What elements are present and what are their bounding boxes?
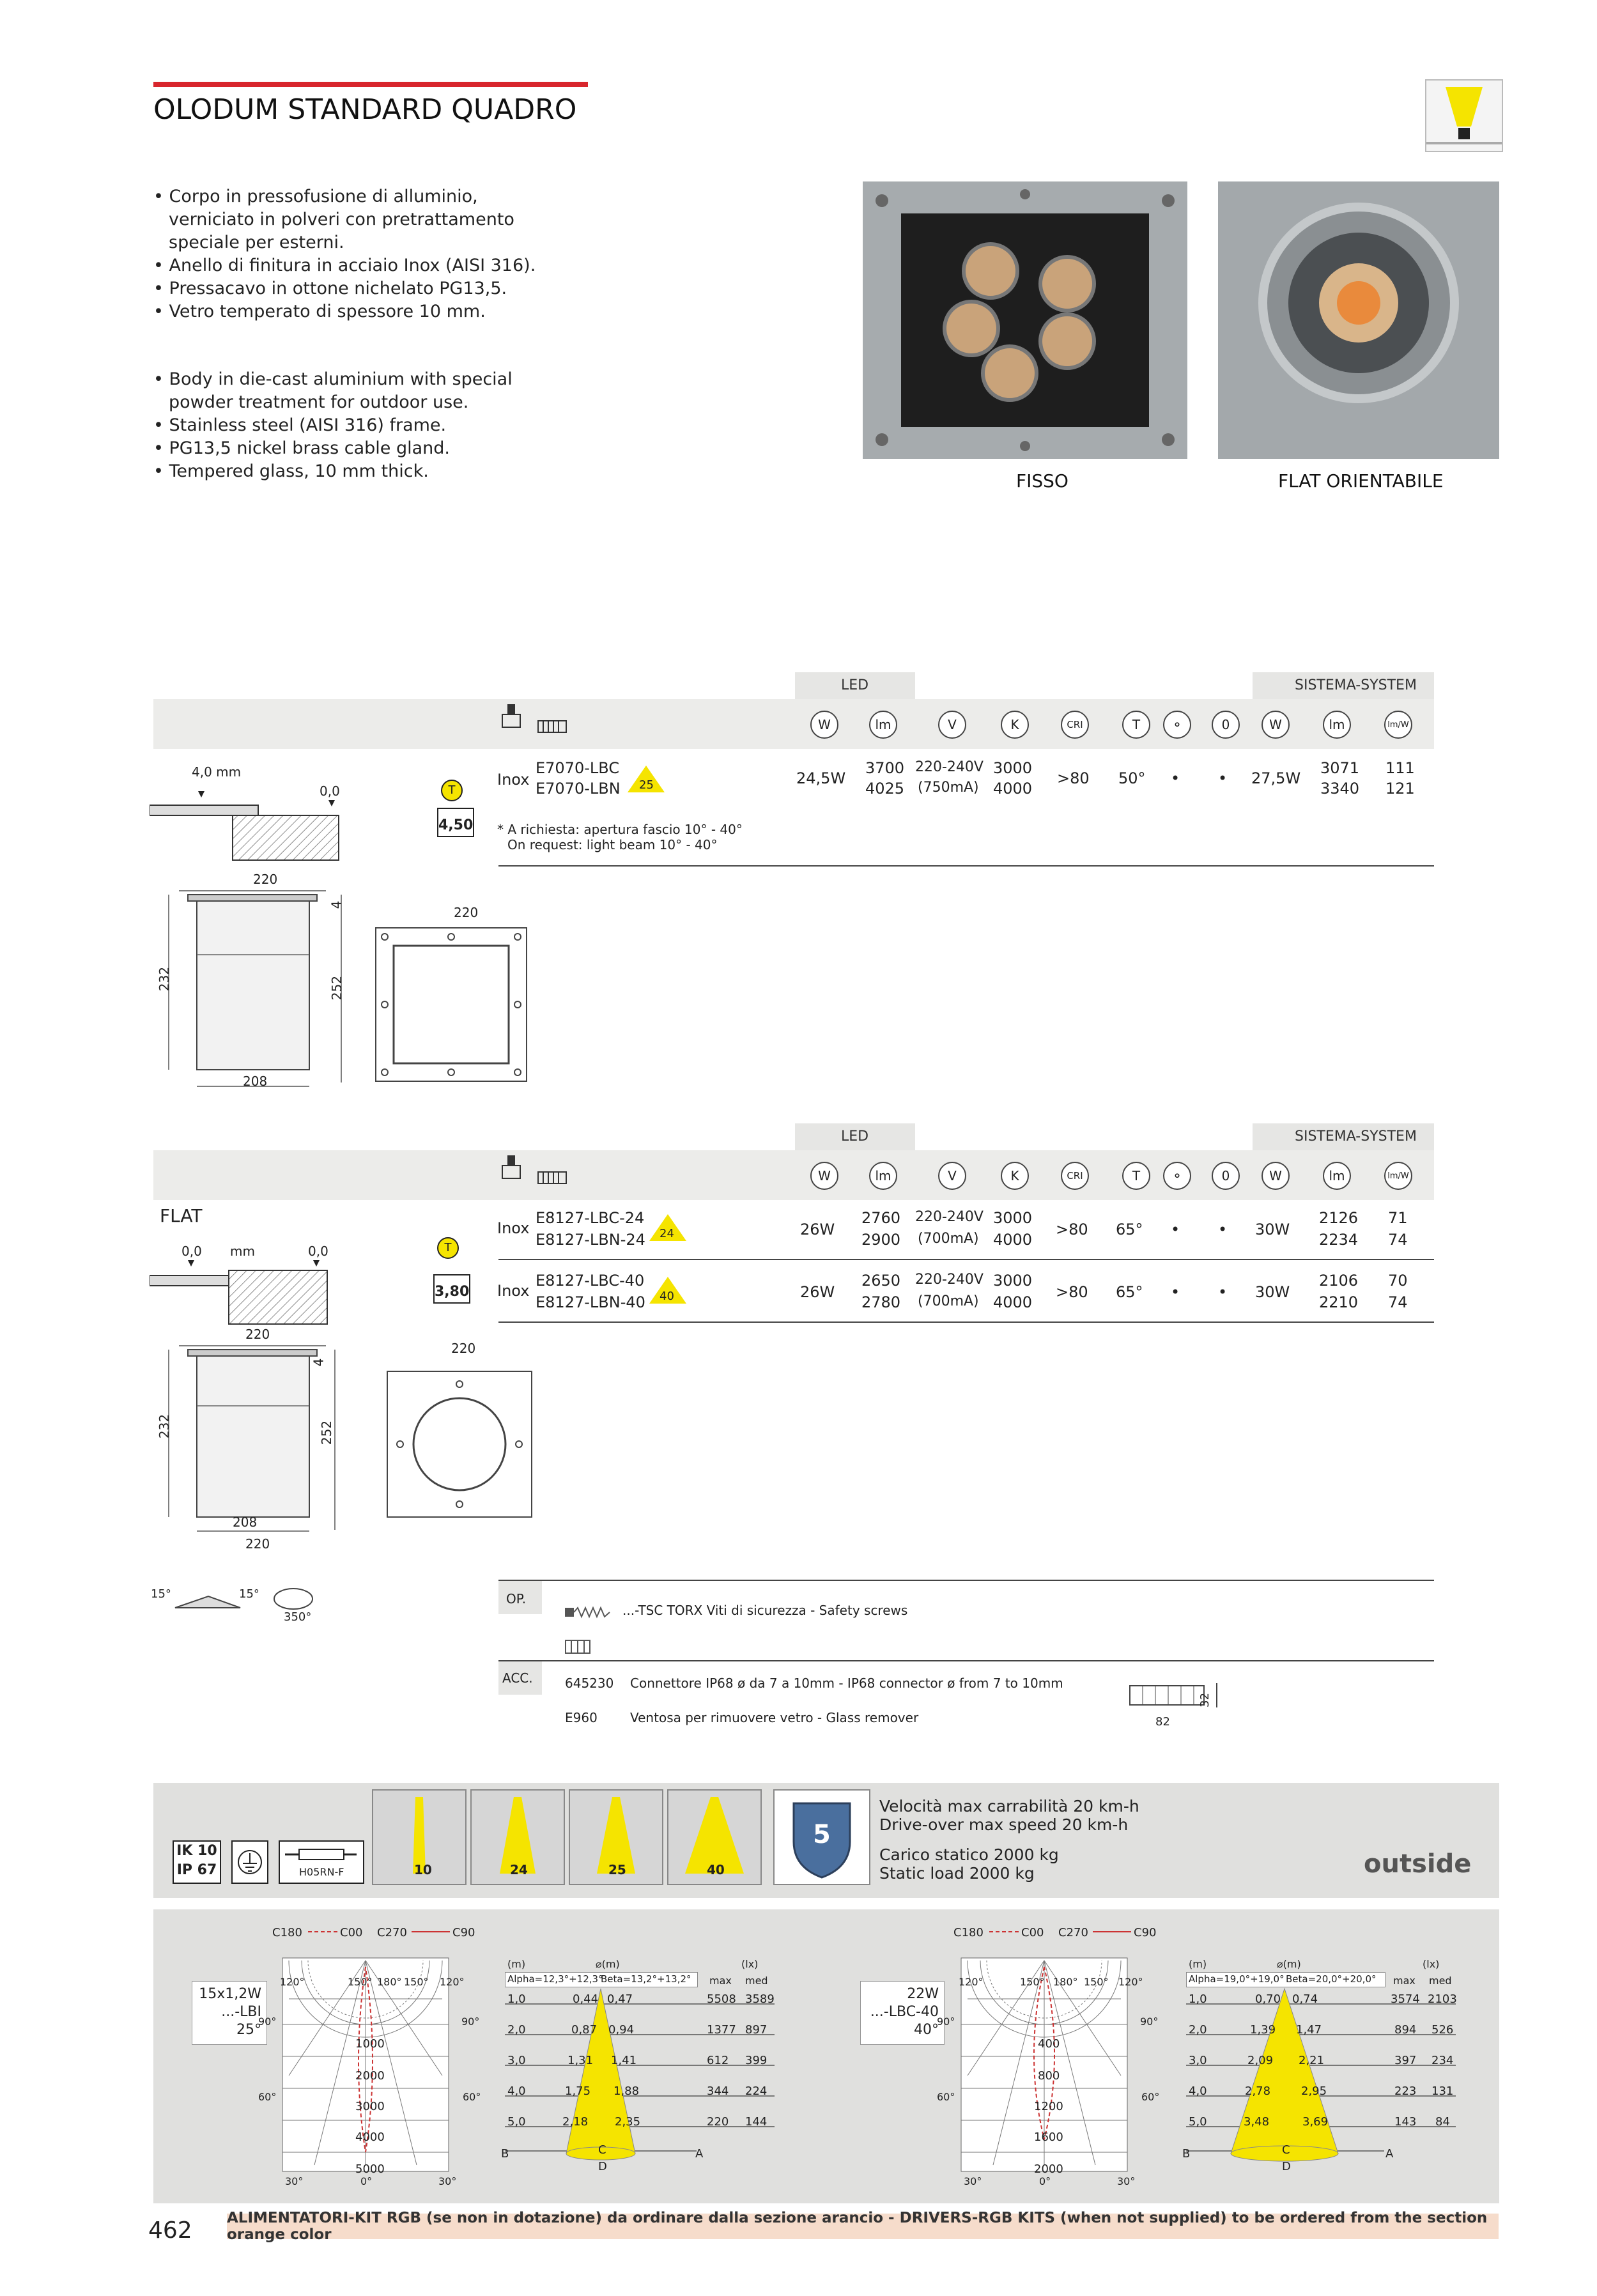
- system-lumen-icon: lm: [1323, 711, 1351, 739]
- photo-flat-orientabile: [1218, 181, 1499, 459]
- legend-solid: [412, 1931, 450, 1932]
- cone-b: 0,47: [607, 1992, 633, 2006]
- feature-line: verniciato in polveri con pretrattamento: [169, 210, 514, 229]
- features-italian: [153, 185, 536, 323]
- caption-fisso: FISSO: [1016, 470, 1069, 491]
- voltage: 220-240V: [915, 1272, 984, 1288]
- remote-dot: •: [1218, 1221, 1228, 1238]
- beam-angle-badge: 40: [648, 1275, 688, 1307]
- beam-angle-badge: 25: [626, 764, 666, 796]
- dim-front: 220: [451, 1341, 476, 1356]
- polar-angle: 120°: [1118, 1976, 1143, 1988]
- beam-tile-40: 40: [667, 1789, 762, 1885]
- system-efficacy: 71: [1388, 1209, 1408, 1227]
- cone-m: 1,0: [507, 1992, 526, 2006]
- kelvin-icon: K: [1001, 711, 1029, 739]
- current: (700mA): [918, 1293, 979, 1309]
- cone-a: 0,44: [573, 1992, 599, 2006]
- system-efficacy: 70: [1388, 1272, 1408, 1290]
- watt-icon: W: [810, 1162, 838, 1190]
- dim-top: 220: [245, 1327, 270, 1342]
- cone-letter: A: [695, 2147, 704, 2161]
- watt-icon: W: [810, 711, 838, 739]
- system-lumen-icon: lm: [1323, 1162, 1351, 1190]
- cone-letter: B: [1182, 2147, 1191, 2161]
- system-header: SISTEMA-SYSTEM: [1295, 1129, 1417, 1144]
- lumen-icon: lm: [869, 711, 897, 739]
- kelvin: 4000: [993, 780, 1033, 797]
- system-lumen: 2234: [1319, 1231, 1359, 1249]
- led-header: LED: [841, 677, 869, 693]
- polar-angle: 150°: [348, 1976, 373, 1988]
- system-efficacy: 74: [1388, 1293, 1408, 1311]
- screw-icon: [565, 1605, 612, 1622]
- polar-angle: 90°: [461, 2015, 480, 2028]
- dim-front: 220: [454, 905, 479, 920]
- cone-m: 1,0: [1189, 1992, 1207, 2006]
- dim-edge: 4: [311, 1358, 327, 1367]
- cri-icon: CRI: [1061, 1162, 1089, 1190]
- weight-badge: 4,50: [437, 808, 474, 837]
- feature-line: • Corpo in pressofusione di alluminio,: [153, 187, 478, 206]
- brand-logo: outside: [1364, 1849, 1472, 1879]
- polar-angle: 60°: [1141, 2091, 1160, 2103]
- led-header: LED: [841, 1129, 869, 1144]
- remote-dot: •: [1218, 769, 1228, 787]
- dim-bottom: 208: [243, 1074, 268, 1089]
- temperature-icon: T: [1122, 1162, 1150, 1190]
- polar-ring: 4000: [355, 2130, 385, 2144]
- feature-line: powder treatment for outdoor use.: [169, 392, 469, 412]
- dim-height: 232: [157, 1414, 173, 1439]
- cone-b: 3,69: [1302, 2115, 1329, 2129]
- ik-ip-badge: IK 10 IP 67: [173, 1840, 221, 1884]
- cri-value: >80: [1057, 769, 1090, 787]
- beam-tile-25: 25: [569, 1789, 663, 1885]
- dim-height: 232: [157, 966, 173, 992]
- cone-max: 612: [707, 2054, 729, 2067]
- cri-value: >80: [1056, 1221, 1088, 1238]
- cone-m: 4,0: [1189, 2084, 1207, 2098]
- polar-angle: 120°: [280, 1976, 305, 1988]
- kelvin: 3000: [993, 1272, 1033, 1290]
- polar-ring: 2000: [1034, 2162, 1063, 2176]
- cone-med: 224: [745, 2084, 768, 2098]
- feature-line: • Anello di finitura in acciaio Inox (AISI 316).: [153, 256, 536, 275]
- beam-tile-10: 10: [372, 1789, 467, 1885]
- cone-med: 897: [745, 2023, 768, 2037]
- system-efficacy: 74: [1388, 1231, 1408, 1249]
- depth-unit: mm: [230, 1244, 255, 1259]
- caption-flat-orientabile: FLAT ORIENTABILE: [1278, 470, 1444, 491]
- op-text: ...-TSC TORX Viti di sicurezza - Safety screws: [622, 1603, 908, 1618]
- title-accent-bar: [153, 82, 588, 87]
- system-watt: 27,5W: [1251, 769, 1301, 787]
- feature-line: • Body in die-cast aluminium with special: [153, 369, 513, 389]
- polar-ring: 400: [1038, 2037, 1060, 2051]
- dimmable-icon: ⚬: [1163, 1162, 1191, 1190]
- cone-m: 3,0: [507, 2054, 526, 2067]
- system-lumen: 3340: [1320, 780, 1360, 797]
- op-label: OP.: [506, 1591, 527, 1606]
- polar-angle: 150°: [1020, 1976, 1045, 1988]
- feature-line: • PG13,5 nickel brass cable gland.: [153, 438, 450, 458]
- polar-ring: 1600: [1034, 2130, 1063, 2144]
- cone-a: 0,87: [571, 2023, 598, 2037]
- dim-bottom: 208: [233, 1514, 258, 1530]
- product-code: E8127-LBN-24: [536, 1231, 645, 1249]
- drive-over-text: Velocità max carrabilità 20 km-h Drive-over max speed 20 km-h Carico statico 2000 kg Static load 2000 kg: [879, 1797, 1139, 1883]
- legend-c00: C00: [340, 1926, 363, 1939]
- fisso-front-drawing: [374, 927, 528, 1085]
- cone-a: 2,78: [1245, 2084, 1271, 2098]
- cone-med: 3589: [745, 1992, 775, 2006]
- row-divider: [498, 1259, 1434, 1260]
- kelvin: 4000: [993, 1293, 1033, 1311]
- polar-ring: 2000: [355, 2069, 385, 2083]
- material: Inox: [497, 771, 530, 789]
- rotation-value: 350°: [284, 1610, 312, 1624]
- product-code: E8127-LBN-40: [536, 1293, 645, 1311]
- led-watt: 26W: [800, 1221, 835, 1238]
- cone-max: 344: [707, 2084, 729, 2098]
- polar-angle: 30°: [964, 2175, 982, 2187]
- temperature-value: 50°: [1118, 769, 1146, 787]
- legend-c00: C00: [1021, 1926, 1044, 1939]
- voltage-icon: V: [938, 711, 966, 739]
- depth-left: 0,0: [181, 1244, 202, 1259]
- cone-max: 5508: [707, 1992, 736, 2006]
- note-line: On request: light beam 10° - 40°: [507, 837, 718, 852]
- led-lumen: 4025: [865, 780, 905, 797]
- connector-height: 32: [1198, 1693, 1212, 1707]
- polar-angle: 120°: [440, 1976, 465, 1988]
- cone-b: 1,41: [611, 2054, 637, 2067]
- product-code: E8127-LBC-40: [536, 1272, 645, 1290]
- cone-a: 2,18: [562, 2115, 589, 2129]
- depth-right: 0,0: [320, 783, 340, 799]
- cone-a: 1,31: [567, 2054, 594, 2067]
- depth-right: 0,0: [308, 1244, 328, 1259]
- system-efficacy: 111: [1385, 759, 1415, 777]
- kelvin-icon: K: [1001, 1162, 1029, 1190]
- polar-ring: 800: [1038, 2069, 1060, 2083]
- cone-m: 2,0: [507, 2023, 526, 2037]
- installation-depth-drawing: [150, 786, 360, 865]
- installation-depth-drawing: [150, 1259, 360, 1332]
- system-efficacy-icon: lm/W: [1384, 711, 1412, 739]
- system-header: SISTEMA-SYSTEM: [1295, 677, 1417, 693]
- spec-header-band: [153, 1150, 1434, 1200]
- weight-badge: 3,80: [433, 1274, 470, 1304]
- polar-angle: 30°: [1117, 2175, 1136, 2187]
- legend-dash: [989, 1931, 1019, 1932]
- cone-max: 143: [1394, 2115, 1417, 2129]
- mounting-icons: [498, 1152, 569, 1192]
- cone-a: 1,75: [565, 2084, 591, 2098]
- acc-code: E960: [565, 1710, 598, 1725]
- dim-height2: 252: [329, 975, 345, 1001]
- system-watt: 30W: [1255, 1283, 1290, 1301]
- legend-c180: C180: [953, 1926, 984, 1939]
- temperature-icon: T: [1122, 711, 1150, 739]
- remote-dot: •: [1218, 1283, 1228, 1301]
- led-lumen: 2650: [861, 1272, 901, 1290]
- polar-angle: 150°: [1084, 1976, 1109, 1988]
- page-number: 462: [148, 2217, 192, 2244]
- system-lumen: 3071: [1320, 759, 1360, 777]
- acc-code: 645230: [565, 1676, 614, 1691]
- polar-angle: 0°: [360, 2175, 373, 2187]
- cone-b: 1,88: [613, 2084, 640, 2098]
- led-watt: 24,5W: [796, 769, 846, 787]
- cone-letter: D: [598, 2160, 607, 2173]
- photometry-label: 15x1,2W ...-LBI 25°: [192, 1981, 267, 2045]
- temperature-badge: T: [437, 1237, 459, 1259]
- system-lumen: 2106: [1319, 1272, 1359, 1290]
- options-divider: [498, 1580, 1434, 1581]
- photometry-label: 22W ...-LBC-40 40°: [860, 1981, 945, 2045]
- cri-icon: CRI: [1061, 711, 1089, 739]
- feature-line: • Pressacavo in ottone nichelato PG13,5.: [153, 279, 507, 298]
- voltage: 220-240V: [915, 759, 984, 775]
- cone-max: 223: [1394, 2084, 1417, 2098]
- features-english: [153, 368, 513, 483]
- temperature-value: 65°: [1116, 1221, 1143, 1238]
- photometry-panel: [835, 1909, 1499, 2203]
- cone-b: 2,21: [1299, 2054, 1325, 2067]
- legend-c270: C270: [1058, 1926, 1088, 1939]
- cable-icon: H05RN-F: [279, 1840, 364, 1884]
- acc-text: Ventosa per rimuovere vetro - Glass remover: [630, 1710, 919, 1725]
- system-watt-icon: W: [1261, 1162, 1290, 1190]
- cone-table: (m) ⌀(m) (lx) Alpha=12,3°+12,3° Beta=13,2°+13,2° max med 1,0 0,44 0,47 5508 3589 2,0 0,87 0,94 1377 897 3,0 1,31 1,41 612 399 4,0 1,75 1,88 344 224 5,0 2,18 2,35 220 144 B C A D: [501, 1958, 775, 2173]
- tilt-icon: [173, 1591, 243, 1613]
- legend-c90: C90: [452, 1926, 475, 1939]
- cone-m: 2,0: [1189, 2023, 1207, 2037]
- cone-med: 234: [1431, 2054, 1454, 2067]
- feature-line: • Stainless steel (AISI 316) frame.: [153, 415, 447, 435]
- dimmable-dot: •: [1171, 1283, 1180, 1301]
- system-efficacy: 121: [1385, 780, 1415, 797]
- legend-dash: [308, 1931, 337, 1932]
- warranty-shield-icon: 5: [773, 1789, 870, 1885]
- current: (700mA): [918, 1231, 979, 1247]
- cone-med: 84: [1435, 2115, 1450, 2129]
- system-efficacy-icon: lm/W: [1384, 1162, 1412, 1190]
- dim-bottom2: 220: [245, 1536, 270, 1552]
- polar-angle: 0°: [1039, 2175, 1051, 2187]
- feature-line: • Vetro temperato di spessore 10 mm.: [153, 302, 486, 321]
- cone-a: 3,48: [1244, 2115, 1270, 2129]
- polar-angle: 30°: [438, 2175, 457, 2187]
- system-lumen: 2126: [1319, 1209, 1359, 1227]
- cone-b: 1,47: [1296, 2023, 1322, 2037]
- legend-c270: C270: [377, 1926, 407, 1939]
- cone-m: 5,0: [507, 2115, 526, 2129]
- product-code: E8127-LBC-24: [536, 1209, 645, 1227]
- polar-angle: 90°: [1140, 2015, 1159, 2028]
- photometry-panel: [153, 1909, 826, 2203]
- page-title: OLODUM STANDARD QUADRO: [153, 93, 577, 126]
- lamp-category-icon: [1425, 79, 1503, 152]
- legend-c180: C180: [272, 1926, 302, 1939]
- system-watt: 30W: [1255, 1221, 1290, 1238]
- cone-med: 131: [1431, 2084, 1454, 2098]
- feature-line: • Tempered glass, 10 mm thick.: [153, 461, 429, 481]
- row-divider: [498, 865, 1434, 867]
- led-lumen: 2760: [861, 1209, 901, 1227]
- note-line: * A richiesta: apertura fascio 10° - 40°: [497, 822, 743, 837]
- led-lumen: 2900: [861, 1231, 901, 1249]
- cone-letter: C: [1282, 2143, 1290, 2157]
- row-divider: [498, 1321, 1434, 1323]
- cone-letter: D: [1282, 2160, 1291, 2173]
- polar-angle: 120°: [959, 1976, 984, 1988]
- lumen-icon: lm: [869, 1162, 897, 1190]
- polar-angle: 60°: [258, 2091, 277, 2103]
- beam-tile-24: 24: [470, 1789, 565, 1885]
- voltage: 220-240V: [915, 1209, 984, 1225]
- tilt-right: 15°: [239, 1587, 259, 1601]
- cone-b: 2,35: [615, 2115, 641, 2129]
- tilt-left: 15°: [151, 1587, 171, 1601]
- barrier-icon: [565, 1640, 590, 1656]
- kelvin: 3000: [993, 759, 1033, 777]
- flat-front-drawing: [386, 1370, 533, 1521]
- legend-c90: C90: [1134, 1926, 1157, 1939]
- cone-letter: B: [501, 2147, 509, 2161]
- cone-med: 2103: [1428, 1992, 1457, 2006]
- acc-text: Connettore IP68 ø da 7 a 10mm - IP68 connector ø from 7 to 10mm: [630, 1676, 1063, 1691]
- kelvin: 4000: [993, 1231, 1033, 1249]
- spec-header-band: [153, 699, 1434, 749]
- cone-max: 3574: [1391, 1992, 1420, 2006]
- cone-max: 1377: [707, 2023, 736, 2037]
- cone-m: 3,0: [1189, 2054, 1207, 2067]
- cone-b: 2,95: [1301, 2084, 1327, 2098]
- dim-top: 220: [253, 872, 278, 887]
- cone-med: 144: [745, 2115, 768, 2129]
- polar-angle: 180°: [1053, 1976, 1078, 1988]
- temperature-value: 65°: [1116, 1283, 1143, 1301]
- feature-line: speciale per esterni.: [169, 233, 344, 252]
- polar-ring: 3000: [355, 2100, 385, 2113]
- beam-angle-badge: 24: [648, 1213, 688, 1245]
- flat-label: FLAT: [160, 1205, 203, 1226]
- dimmable-icon: ⚬: [1163, 711, 1191, 739]
- legend-solid: [1093, 1931, 1131, 1932]
- dimmable-dot: •: [1171, 769, 1180, 787]
- remote-icon: 0: [1212, 711, 1240, 739]
- temperature-badge: T: [441, 780, 463, 801]
- cone-m: 4,0: [507, 2084, 526, 2098]
- photo-fisso: [863, 181, 1187, 459]
- depth-left: 4,0 mm: [192, 764, 242, 780]
- cone-letter: A: [1385, 2147, 1394, 2161]
- mounting-icons: [498, 700, 569, 741]
- current: (750mA): [918, 780, 979, 796]
- footer-note: ALIMENTATORI-KIT RGB (se non in dotazione) da ordinare dalla sezione arancio - DRIVERS-RGB KITS (when not supplied) to be ordered from the section orange color: [227, 2214, 1499, 2239]
- cone-med: 526: [1431, 2023, 1454, 2037]
- system-lumen: 2210: [1319, 1293, 1359, 1311]
- cone-max: 220: [707, 2115, 729, 2129]
- led-lumen: 2780: [861, 1293, 901, 1311]
- cone-med: 399: [745, 2054, 768, 2067]
- system-watt-icon: W: [1261, 711, 1290, 739]
- cone-b: 0,74: [1292, 1992, 1318, 2006]
- product-code: E7070-LBC: [536, 759, 620, 777]
- led-lumen: 3700: [865, 759, 905, 777]
- cri-value: >80: [1056, 1283, 1088, 1301]
- polar-ring: 1000: [355, 2037, 385, 2051]
- material: Inox: [497, 1282, 530, 1300]
- polar-angle: 60°: [463, 2091, 481, 2103]
- cone-a: 0,70: [1255, 1992, 1281, 2006]
- polar-angle: 90°: [258, 2015, 277, 2028]
- remote-icon: 0: [1212, 1162, 1240, 1190]
- material: Inox: [497, 1219, 530, 1237]
- dim-edge: 4: [328, 900, 344, 909]
- led-watt: 26W: [800, 1283, 835, 1301]
- cone-b: 0,94: [608, 2023, 635, 2037]
- dimmable-dot: •: [1171, 1221, 1180, 1238]
- polar-angle: 90°: [937, 2015, 955, 2028]
- cone-max: 397: [1394, 2054, 1417, 2067]
- options-divider: [498, 1660, 1434, 1661]
- kelvin: 3000: [993, 1209, 1033, 1227]
- polar-ring: 1200: [1034, 2100, 1063, 2113]
- cone-letter: C: [598, 2143, 606, 2157]
- dim-height2: 252: [319, 1420, 335, 1445]
- polar-angle: 150°: [404, 1976, 429, 1988]
- cone-a: 1,39: [1250, 2023, 1276, 2037]
- ground-icon: [231, 1840, 268, 1884]
- polar-angle: 180°: [377, 1976, 402, 1988]
- polar-angle: 30°: [285, 2175, 304, 2187]
- product-code: E7070-LBN: [536, 780, 621, 797]
- voltage-icon: V: [938, 1162, 966, 1190]
- acc-label: ACC.: [502, 1670, 533, 1686]
- cone-table: (m) ⌀(m) (lx) Alpha=19,0°+19,0° Beta=20,0°+20,0° max med 1,0 0,70 0,74 3574 2103 2,0 1,39 1,47 894 526 3,0 2,09 2,21 397 234 4,0 2,78 2,95 223 131 5,0 3,48 3,69 143 84 B C A D: [1182, 1958, 1457, 2173]
- polar-angle: 60°: [937, 2091, 955, 2103]
- cone-a: 2,09: [1247, 2054, 1274, 2067]
- connector-width: 82: [1155, 1715, 1170, 1729]
- cone-max: 894: [1394, 2023, 1417, 2037]
- cone-m: 5,0: [1189, 2115, 1207, 2129]
- polar-ring: 5000: [355, 2162, 385, 2176]
